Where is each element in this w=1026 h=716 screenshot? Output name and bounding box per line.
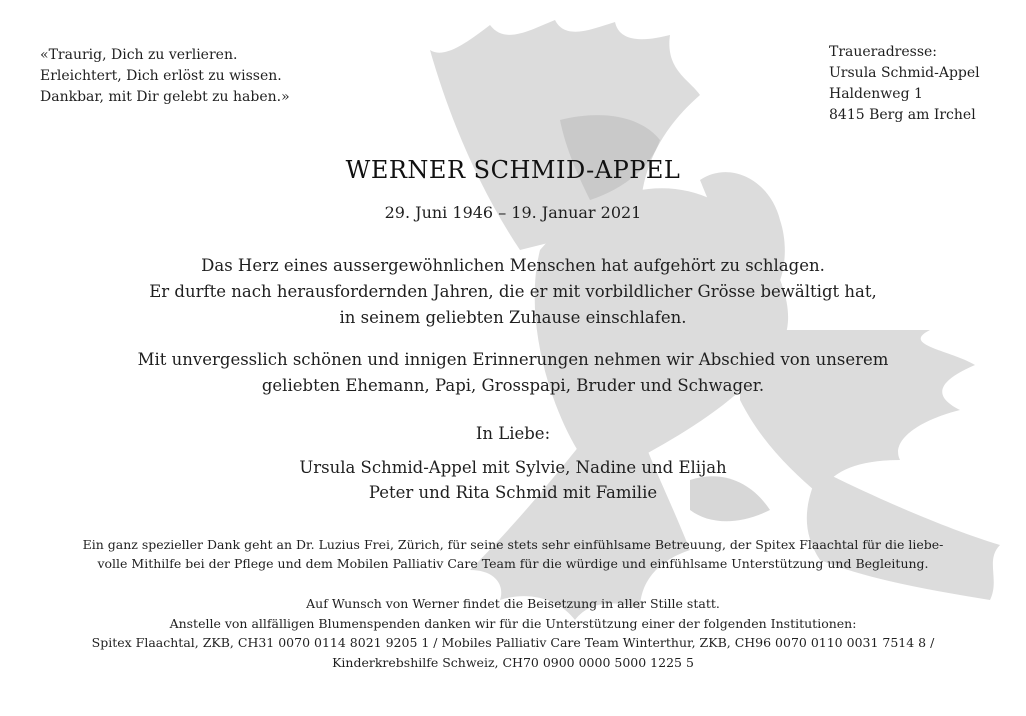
message-paragraph-2 — [0, 352, 1026, 404]
address-label: Traueradresse: — [829, 44, 938, 60]
quote-line: «Traurig, Dich zu verlieren. — [40, 47, 238, 63]
address-line: 8415 Berg am Irchel — [829, 107, 976, 123]
funeral-donations-note — [0, 598, 1026, 676]
funeral-line: Auf Wunsch von Werner findet die Beisetzung in aller Stille statt. — [306, 596, 720, 611]
deceased-name: WERNER SCHMID-APPEL — [345, 156, 681, 184]
message-line: Mit unvergesslich schönen und innigen Erinnerungen nehmen wir Abschied von unserem — [137, 350, 889, 369]
in-love-intro: In Liebe: — [475, 424, 551, 443]
thanks-note — [0, 539, 1026, 577]
donation-accounts-line: Kinderkrebshilfe Schweiz, CH70 0900 0000 5000 1225 5 — [332, 654, 694, 670]
message-line: in seinem geliebten Zuhause einschlafen. — [339, 308, 687, 327]
quote-block — [40, 48, 290, 111]
message-line: Er durfte nach herausfordernden Jahren, die er mit vorbildlicher Grösse bewältigt hat, — [149, 282, 877, 301]
message-line: geliebten Ehemann, Papi, Grosspapi, Bruder und Schwager. — [261, 376, 765, 395]
thanks-line: Ein ganz spezieller Dank geht an Dr. Luzius Frei, Zürich, für seine stets sehr einfühlsame Betreuung, der Spitex Flaachtal für die liebe- — [82, 537, 944, 552]
mourning-address — [829, 45, 980, 129]
life-dates: 29. Juni 1946 – 19. Januar 2021 — [384, 203, 642, 222]
message-paragraph-1 — [0, 258, 1026, 336]
address-line: Ursula Schmid-Appel — [829, 65, 980, 81]
quote-line: Erleichtert, Dich erlöst zu wissen. — [40, 68, 282, 84]
family-members — [0, 460, 1026, 510]
family-line: Peter und Rita Schmid mit Familie — [368, 483, 658, 502]
family-line: Ursula Schmid-Appel mit Sylvie, Nadine und Elijah — [299, 458, 727, 477]
donation-intro-line: Anstelle von allfälligen Blumenspenden danken wir für die Unterstützung einer der folgenden Institutionen: — [169, 615, 857, 631]
donation-accounts-line: Spitex Flaachtal, ZKB, CH31 0070 0114 8021 9205 1 / Mobiles Palliativ Care Team Winterthur, ZKB, CH96 0070 0110 0031 7514 8 / — [91, 635, 935, 650]
message-line: Das Herz eines aussergewöhnlichen Menschen hat aufgehört zu schlagen. — [201, 256, 825, 275]
address-line: Haldenweg 1 — [829, 86, 923, 102]
thanks-line: volle Mithilfe bei der Pflege und dem Mobilen Palliativ Care Team für die würdige und einfühlsame Unterstützung und Begleitung. — [97, 556, 929, 571]
quote-line: Dankbar, mit Dir gelebt zu haben.» — [40, 89, 290, 105]
